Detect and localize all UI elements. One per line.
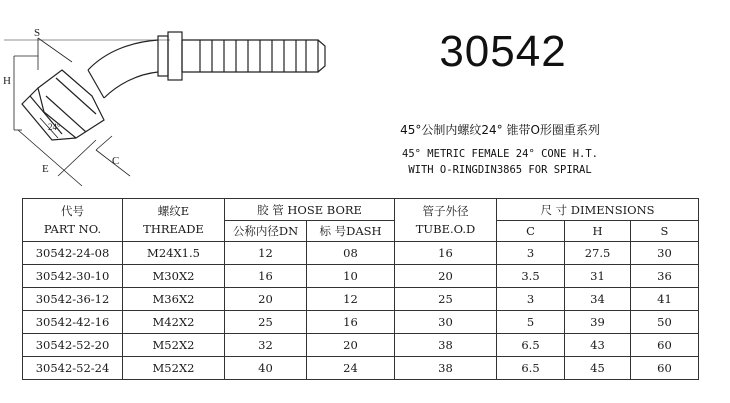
- cell-tube: 30: [395, 311, 497, 334]
- cell-s: 30: [631, 242, 699, 265]
- cell-c: 3: [497, 288, 565, 311]
- header-c: C: [497, 221, 565, 242]
- cell-dash: 20: [307, 334, 395, 357]
- label-s: S: [34, 27, 41, 39]
- cell-s: 60: [631, 357, 699, 380]
- table-row: [23, 242, 699, 265]
- cell-c: 3: [497, 242, 565, 265]
- title-chinese: 45°公制内螺纹24° 锥带O形圈重系列: [400, 123, 600, 137]
- cell-s: 41: [631, 288, 699, 311]
- cell-thread: M52X2: [123, 357, 225, 380]
- part-number: 30542: [439, 27, 567, 76]
- cell-c: 6.5: [497, 357, 565, 380]
- label-angle: 24°: [48, 122, 61, 132]
- cell-thread: M36X2: [123, 288, 225, 311]
- cell-c: 6.5: [497, 334, 565, 357]
- cell-c: 5: [497, 311, 565, 334]
- cell-tube: 38: [395, 357, 497, 380]
- cell-dn: 20: [225, 288, 307, 311]
- cell-tube: 38: [395, 334, 497, 357]
- table-row: [23, 288, 699, 311]
- table-row: [23, 334, 699, 357]
- cell-h: 34: [565, 288, 631, 311]
- header-hose-bore: 胶 管 HOSE BORE: [225, 199, 395, 221]
- cell-thread: M52X2: [123, 334, 225, 357]
- header-tube: 管子外径 TUBE.O.D: [395, 199, 497, 242]
- cell-dash: 16: [307, 311, 395, 334]
- title-english-line2: WITH O-RINGDIN3865 FOR SPIRAL: [408, 164, 592, 176]
- header-thread: 螺纹E THREADE: [123, 199, 225, 242]
- title-english: [355, 146, 645, 178]
- cell-s: 36: [631, 265, 699, 288]
- cell-s: 50: [631, 311, 699, 334]
- label-h: H: [3, 75, 11, 87]
- header-s: S: [631, 221, 699, 242]
- cell-dash: 08: [307, 242, 395, 265]
- header-dn: 公称内径DN: [225, 221, 307, 242]
- header-h: H: [565, 221, 631, 242]
- header-dimensions: 尺 寸 DIMENSIONS: [497, 199, 699, 221]
- cell-h: 39: [565, 311, 631, 334]
- cell-dn: 32: [225, 334, 307, 357]
- cell-thread: M42X2: [123, 311, 225, 334]
- cell-h: 27.5: [565, 242, 631, 265]
- cell-tube: 16: [395, 242, 497, 265]
- cell-part: 30542-52-24: [23, 357, 123, 380]
- cell-dash: 10: [307, 265, 395, 288]
- cell-dn: 12: [225, 242, 307, 265]
- cell-h: 31: [565, 265, 631, 288]
- cell-dn: 16: [225, 265, 307, 288]
- spec-table: [22, 198, 699, 380]
- cell-dash: 24: [307, 357, 395, 380]
- table-body: [23, 242, 699, 380]
- cell-part: 30542-30-10: [23, 265, 123, 288]
- cell-h: 45: [565, 357, 631, 380]
- header-dash: 标 号DASH: [307, 221, 395, 242]
- table-row: [23, 311, 699, 334]
- cell-tube: 20: [395, 265, 497, 288]
- cell-dn: 25: [225, 311, 307, 334]
- title-english-line1: 45° METRIC FEMALE 24° CONE H.T.: [402, 148, 598, 160]
- cell-dn: 40: [225, 357, 307, 380]
- cell-thread: M24X1.5: [123, 242, 225, 265]
- cell-part: 30542-36-12: [23, 288, 123, 311]
- header-part-no: 代号 PART NO.: [23, 199, 123, 242]
- cell-part: 30542-24-08: [23, 242, 123, 265]
- cell-h: 43: [565, 334, 631, 357]
- table-row: [23, 357, 699, 380]
- fitting-drawing: [0, 0, 330, 190]
- header-row-1: [23, 199, 699, 221]
- label-e: E: [42, 163, 49, 175]
- cell-tube: 25: [395, 288, 497, 311]
- cell-part: 30542-52-20: [23, 334, 123, 357]
- table-row: [23, 265, 699, 288]
- cell-thread: M30X2: [123, 265, 225, 288]
- cell-c: 3.5: [497, 265, 565, 288]
- cell-s: 60: [631, 334, 699, 357]
- label-c: C: [112, 155, 120, 167]
- cell-part: 30542-42-16: [23, 311, 123, 334]
- cell-dash: 12: [307, 288, 395, 311]
